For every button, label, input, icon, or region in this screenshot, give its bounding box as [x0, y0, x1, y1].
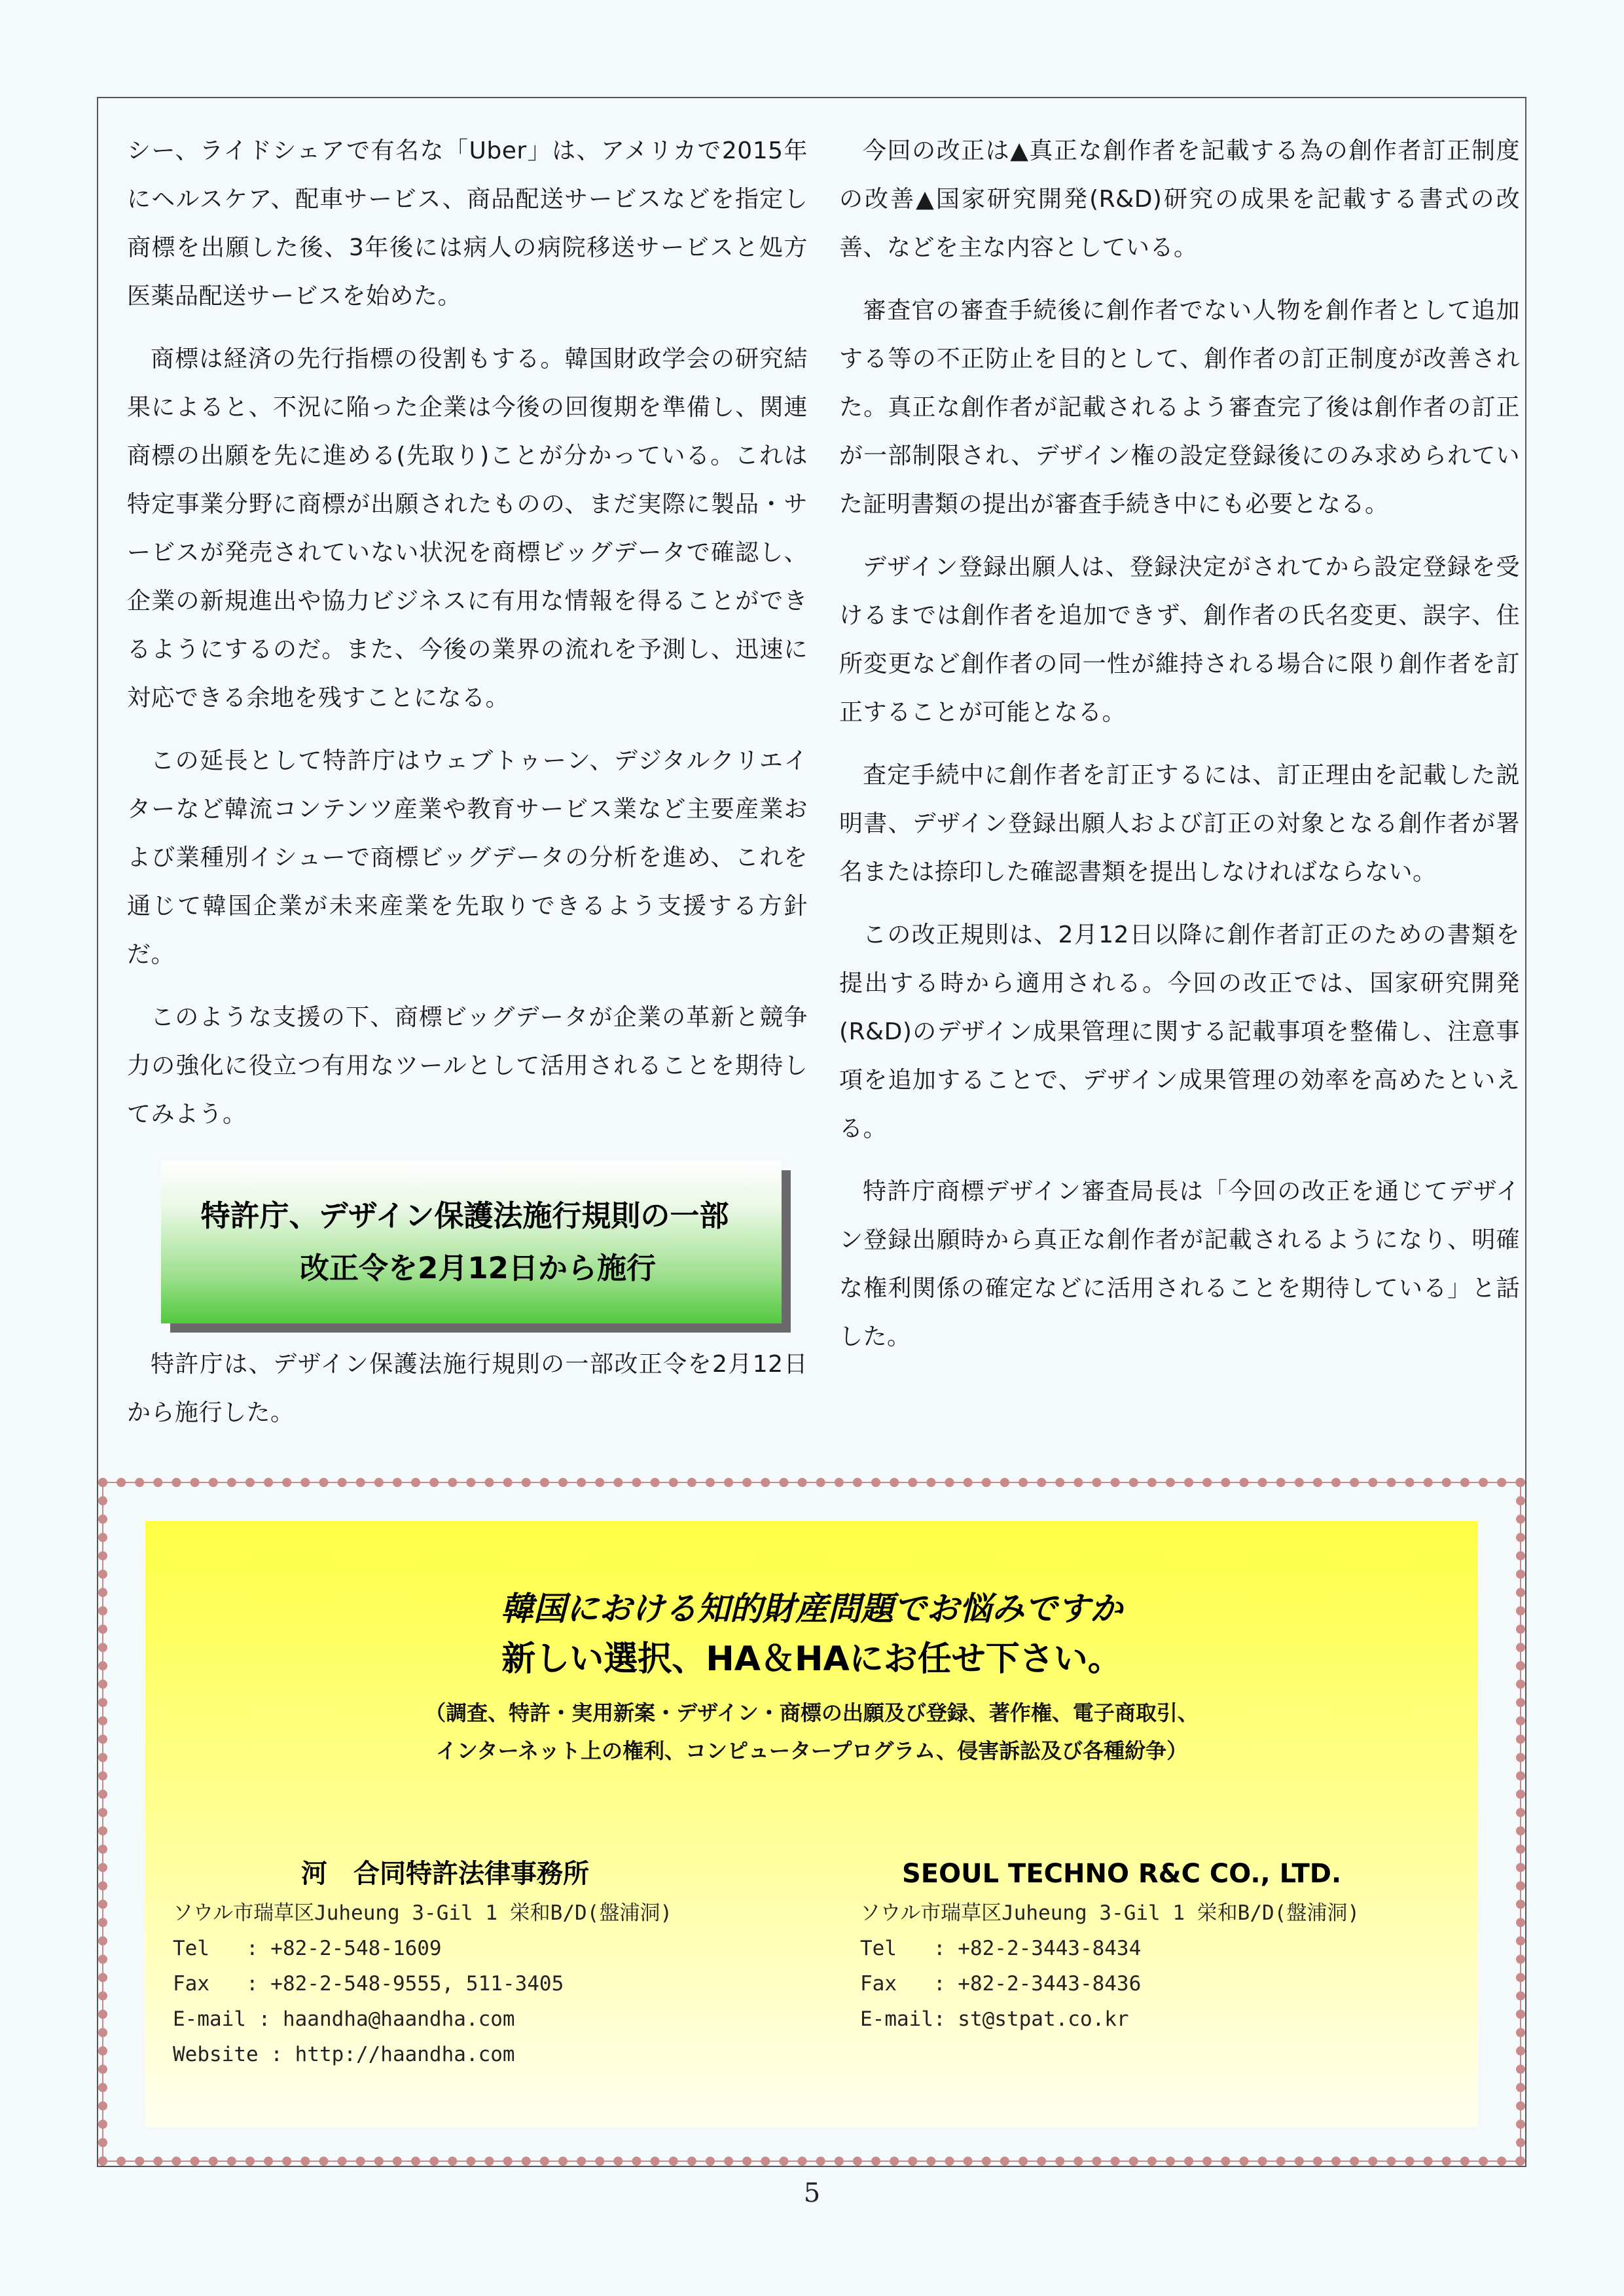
firm-tel: Tel : +82-2-3443-8434 — [860, 1937, 1142, 1960]
article-paragraph: 特許庁商標デザイン審査局長は「今回の改正を通じてデザイン登録出願時から真正な創作者が記載されるようになり、明確な権利関係の確定などに活用されることを期待している」と話した。 — [839, 1178, 1520, 1350]
article-paragraph: このような支援の下、商標ビッグデータが企業の革新と競争力の強化に役立つ有用なツールとして活用されることを期待してみよう。 — [127, 1004, 808, 1128]
ad-services-line2: インターネット上の権利、コンピュータープログラム、侵害訴訟及び各種紛争） — [435, 1738, 1188, 1763]
firm-website[interactable]: Website : http://haandha.com — [173, 2043, 515, 2066]
page-frame — [97, 97, 1526, 2167]
firm-fax: Fax : +82-2-3443-8436 — [860, 1972, 1142, 1996]
article-paragraph: 審査官の審査手続後に創作者でない人物を創作者として追加する等の不正防止を目的として、創作者の訂正制度が改善された。真正な創作者が記載されるよう審査完了後は創作者の訂正が一部制限され、デザイン権の設定登録後にのみ求められていた証明書類の提出が審査手続き中にも必要となる。 — [839, 297, 1520, 518]
article-heading-box — [161, 1161, 782, 1323]
firm-email[interactable]: E-mail: st@stpat.co.kr — [860, 2007, 1129, 2031]
article-paragraph: シー、ライドシェアで有名な「Uber」は、アメリカで2015年にヘルスケア、配車サービス、商品配送サービスなどを指定し商標を出願した後、3年後には病人の病院移送サービスと処方医薬品配送サービスを始めた。 — [127, 137, 808, 310]
ad-services-line1: （調査、特許・実用新案・デザイン・商標の出願及び登録、著作権、電子商取引、 — [425, 1700, 1199, 1725]
article-paragraph: この延長として特許庁はウェブトゥーン、デジタルクリエイターなど韓流コンテンツ産業や教育サービス業など主要産業および業種別イシューで商標ビッグデータの分析を進め、これを通じて韓国企業が未来産業を先取りできるよう支援する方針だ。 — [127, 747, 808, 968]
firm-name: 河 合同特許法律事務所 — [301, 1859, 589, 1889]
page-number: 5 — [803, 2178, 821, 2208]
firm-name: SEOUL TECHNO R&C CO., LTD. — [902, 1859, 1342, 1889]
firm-address: ソウル市瑞草区Juheung 3-Gil 1 栄和B/D(盤浦洞) — [173, 1901, 673, 1925]
article-paragraph: 今回の改正は▲真正な創作者を記載する為の創作者訂正制度の改善▲国家研究開発(R&D)研究の成果を記載する書式の改善、などを主な内容としている。 — [839, 137, 1520, 261]
firm-contact-right — [860, 1856, 1449, 2037]
firm-email[interactable]: E-mail : haandha@haandha.com — [173, 2007, 515, 2031]
left-column — [127, 127, 808, 1452]
firm-address: ソウル市瑞草区Juheung 3-Gil 1 栄和B/D(盤浦洞) — [860, 1901, 1360, 1925]
article-paragraph: デザイン登録出願人は、登録決定がされてから設定登録を受けるまでは創作者を追加できず、創作者の氏名変更、誤字、住所変更など創作者の同一性が維持される場合に限り創作者を訂正することが可能となる。 — [839, 554, 1520, 726]
advertisement-border — [98, 1478, 1525, 2166]
firm-contact-left — [173, 1856, 762, 2072]
ad-title: 韓国における知的財産問題でお悩みですか — [501, 1590, 1123, 1628]
firm-tel: Tel : +82-2-548-1609 — [173, 1937, 442, 1960]
firm-fax: Fax : +82-2-548-9555, 511-3405 — [173, 1972, 564, 1996]
article-intro: 特許庁は、デザイン保護法施行規則の一部改正令を2月12日から施行した。 — [127, 1351, 808, 1426]
article-heading-line2: 改正令を2月12日から施行 — [300, 1251, 656, 1285]
right-column — [839, 127, 1520, 1376]
article-paragraph: 査定手続中に創作者を訂正するには、訂正理由を記載した説明書、デザイン登録出願人および訂正の対象となる創作者が署名または捺印した確認書類を提出しなければならない。 — [839, 762, 1520, 886]
advertisement-panel — [145, 1521, 1478, 2126]
article-paragraph: 商標は経済の先行指標の役割もする。韓国財政学会の研究結果によると、不況に陥った企業は今後の回復期を準備し、関連商標の出願を先に進める(先取り)ことが分かっている。これは特定事業分野に商標が出願されたものの、まだ実際に製品・サービスが発売されていない状況を商標ビッグデータで確認し、企業の新規進出や協力ビジネスに有用な情報を得ることができるようにするのだ。また、今後の業界の流れを予測し、迅速に対応できる余地を残すことになる。 — [127, 346, 808, 711]
ad-tagline: 新しい選択、HA＆HAにお任せ下さい。 — [501, 1640, 1122, 1679]
article-heading-line1: 特許庁、デザイン保護法施行規則の一部 — [200, 1198, 729, 1233]
article-paragraph: この改正規則は、2月12日以降に創作者訂正のための書類を提出する時から適用される。今回の改正では、国家研究開発(R&D)のデザイン成果管理に関する記載事項を整備し、注意事項を追加することで、デザイン成果管理の効率を高めたといえる。 — [839, 922, 1520, 1142]
